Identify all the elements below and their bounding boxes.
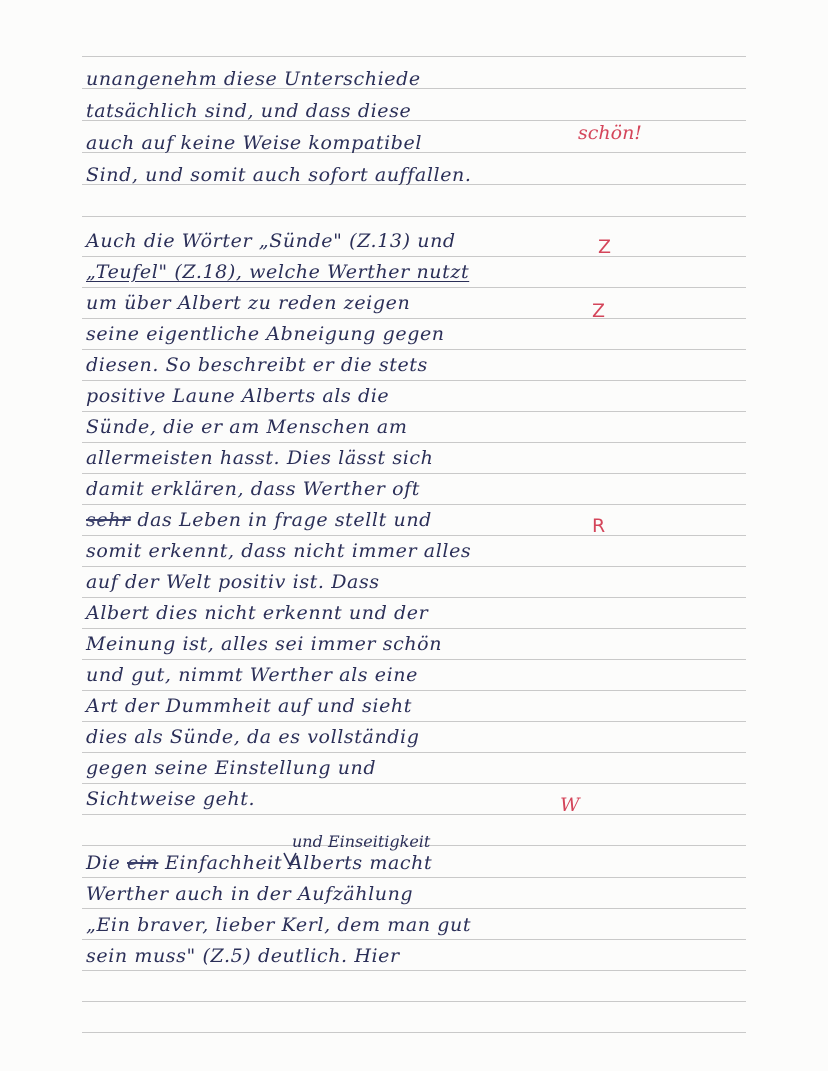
margin-note-r: R xyxy=(592,515,606,537)
text-segment: Einfachheit Alberts macht xyxy=(165,852,433,874)
text-line: Meinung ist, alles sei immer schön xyxy=(86,633,443,655)
rule-line xyxy=(82,56,746,57)
text-line: tatsächlich sind, und dass diese xyxy=(86,100,412,122)
text-line: allermeisten hasst. Dies lässt sich xyxy=(86,447,434,469)
text-line xyxy=(86,505,432,535)
rule-line xyxy=(82,814,746,815)
text-line: positive Laune Alberts als die xyxy=(86,385,390,407)
text-line: diesen. So beschreibt er die stets xyxy=(86,354,428,376)
margin-note-z: Z xyxy=(598,236,612,258)
text-line: somit erkennt, dass nicht immer alles xyxy=(86,540,472,562)
text-line: Werther auch in der Aufzählung xyxy=(86,883,414,905)
rule-line xyxy=(82,1001,746,1002)
margin-note-schoen: schön! xyxy=(578,122,642,144)
text-segment: Die xyxy=(86,852,121,874)
text-line: Auch die Wörter „Sünde" (Z.13) und xyxy=(86,230,456,252)
margin-note-z: Z xyxy=(592,300,606,322)
text-line: unangenehm diese Unterschiede xyxy=(86,68,421,90)
text-line: gegen seine Einstellung und xyxy=(86,757,377,779)
text-line: dies als Sünde, da es vollständig xyxy=(86,726,420,748)
text-line: Sünde, die er am Menschen am xyxy=(86,416,408,438)
struck-word: ein xyxy=(127,852,159,874)
text-line: Sind, und somit auch sofort auffallen. xyxy=(86,164,472,186)
text-line: um über Albert zu reden zeigen xyxy=(86,292,411,314)
text-line: „Ein braver, lieber Kerl, dem man gut xyxy=(86,914,472,936)
text-line xyxy=(86,848,432,878)
text-line: und gut, nimmt Werther als eine xyxy=(86,664,418,686)
text-line: auf der Welt positiv ist. Dass xyxy=(86,571,380,593)
struck-word: sehr xyxy=(86,509,131,531)
text-line: seine eigentliche Abneigung gegen xyxy=(86,323,445,345)
rule-line xyxy=(82,216,746,217)
inserted-phrase: und Einseitigkeit xyxy=(292,832,431,851)
rule-line xyxy=(82,1032,746,1033)
text-line: damit erklären, dass Werther oft xyxy=(86,478,421,500)
text-line: Sichtweise geht. xyxy=(86,788,256,810)
text-line: Albert dies nicht erkennt und der xyxy=(86,602,429,624)
text-line: sein muss" (Z.5) deutlich. Hier xyxy=(86,945,400,967)
text-line: Art der Dummheit auf und sieht xyxy=(86,695,412,717)
margin-note-w: W xyxy=(560,794,580,816)
text-segment: das Leben in frage stellt und xyxy=(137,509,432,531)
text-line: auch auf keine Weise kompatibel xyxy=(86,132,423,154)
text-line: „Teufel" (Z.18), welche Werther nutzt xyxy=(86,261,470,283)
